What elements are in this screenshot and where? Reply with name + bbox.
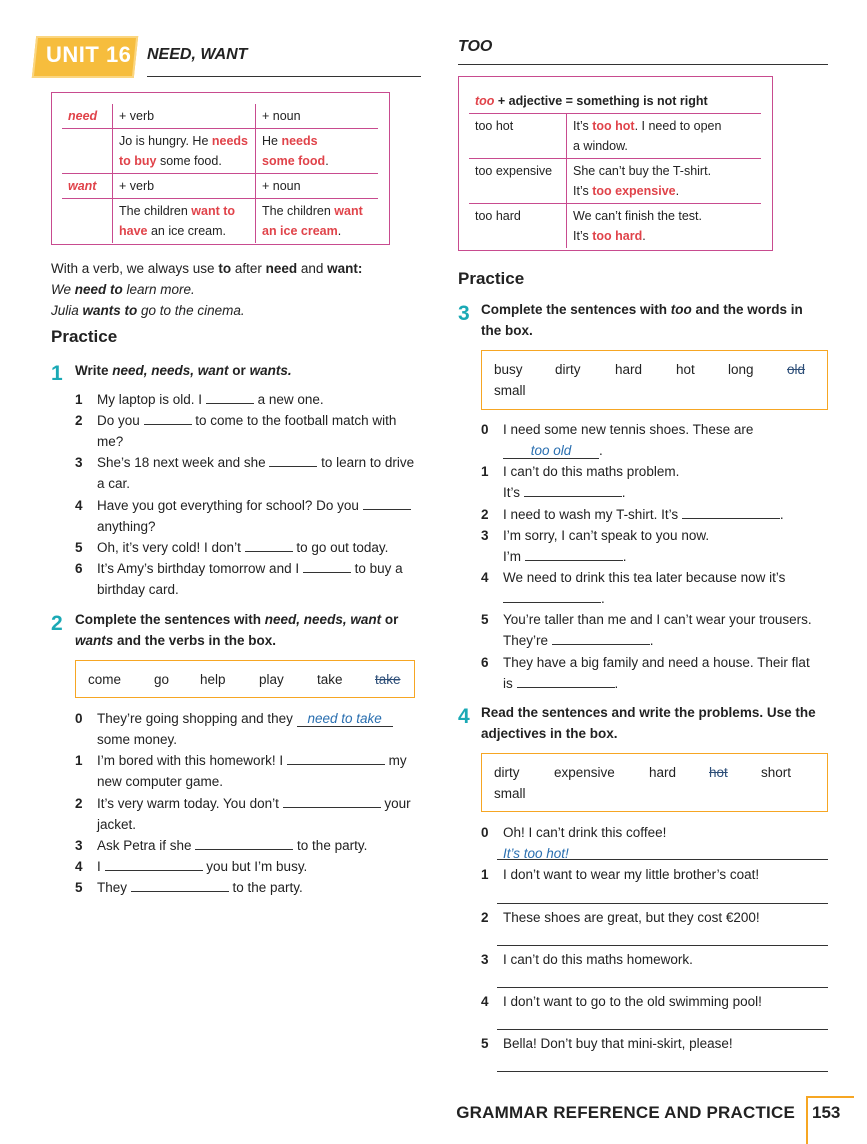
footer-label: GRAMMAR REFERENCE AND PRACTICE xyxy=(456,1103,795,1122)
list-item: 2 These shoes are great, but they cost €200! xyxy=(481,910,760,925)
col-noun: + noun xyxy=(256,104,379,129)
word: small xyxy=(494,786,526,801)
word: long xyxy=(728,362,754,377)
list-item: 1 I don’t want to wear my little brother’s coat! xyxy=(481,867,760,882)
list-item: 5 You’re taller than me and I can’t wear your trousers. They’re . xyxy=(481,612,812,648)
answer-gap[interactable] xyxy=(524,496,622,497)
unit-label: UNIT 16 xyxy=(46,42,132,67)
practice-heading: Practice xyxy=(458,269,525,288)
exercise-number: 2 xyxy=(51,612,63,635)
word: play xyxy=(259,672,284,687)
exercise-number: 4 xyxy=(458,705,470,728)
list-item: 2 Do you to come to the football match with me? xyxy=(75,413,397,449)
table-row xyxy=(62,174,378,199)
answer-gap[interactable] xyxy=(287,764,385,765)
word: take xyxy=(317,672,343,687)
list-item: 4 I don’t want to go to the old swimming pool! xyxy=(481,994,762,1009)
table-header: too + adjective = something is not right xyxy=(475,94,708,108)
list-item: 5 They to the party. xyxy=(75,880,303,895)
exercise-number: 1 xyxy=(51,362,63,385)
need-want-table xyxy=(62,104,378,243)
section-title-too: TOO xyxy=(458,38,493,55)
answer-line[interactable] xyxy=(497,859,828,860)
list-item: 3 I’m sorry, I can’t speak to you now. I’m . xyxy=(481,528,710,564)
list-item: 2 It’s very warm today. You don’t your jacket. xyxy=(75,796,411,832)
word-box xyxy=(481,350,828,410)
title-rule xyxy=(147,76,421,77)
list-item: 6 It’s Amy’s birthday tomorrow and I to buy a birthday card. xyxy=(75,561,403,597)
answer-gap[interactable] xyxy=(303,572,351,573)
exercise-number: 3 xyxy=(458,302,470,325)
word-box xyxy=(481,753,828,812)
word: come xyxy=(88,672,122,687)
word: expensive xyxy=(554,765,615,780)
answer-gap[interactable] xyxy=(105,870,203,871)
word-used: old xyxy=(787,362,806,377)
table-row: too hot It’s too hot. I need to open a window. xyxy=(469,114,761,159)
table-row xyxy=(62,129,378,174)
table-row xyxy=(62,104,378,129)
answer-line[interactable] xyxy=(497,1029,828,1030)
list-item: 6 They have a big family and need a house. Their flat is . xyxy=(481,655,810,691)
answer-gap[interactable] xyxy=(269,466,317,467)
word: dirty xyxy=(555,362,581,377)
answer-gap[interactable] xyxy=(525,560,623,561)
page-title: NEED, WANT xyxy=(147,46,248,63)
answer-gap[interactable] xyxy=(283,807,381,808)
list-item: 3 Ask Petra if she to the party. xyxy=(75,838,368,853)
title-rule xyxy=(458,64,828,65)
list-item: 0 Oh! I can’t drink this coffee! It’s too hot! xyxy=(481,825,667,861)
col-verb: + verb xyxy=(113,104,256,129)
answer-gap[interactable] xyxy=(682,518,780,519)
list-item: 5 Oh, it’s very cold! I don’t to go out today. xyxy=(75,540,389,555)
list-item: 0 I need some new tennis shoes. These are too old . xyxy=(481,422,754,458)
answer-gap[interactable] xyxy=(195,849,293,850)
grammar-note: With a verb, we always use to after need and want: We need to learn more. Julia wants to go to the cinema. xyxy=(51,261,363,318)
answer-gap[interactable] xyxy=(517,687,615,688)
answer-gap[interactable] xyxy=(552,644,650,645)
list-item: 1 I can’t do this maths problem. It’s . xyxy=(481,464,680,500)
list-item: 2 I need to wash my T-shirt. It’s . xyxy=(481,507,784,522)
example-want-noun: The children want an ice cream. xyxy=(256,199,379,244)
answer-example: It’s too hot! xyxy=(503,846,569,861)
answer-gap[interactable] xyxy=(245,551,293,552)
word-used: hot xyxy=(709,765,728,780)
answer-example: need to take xyxy=(297,711,393,727)
answer-line[interactable] xyxy=(497,987,828,988)
answer-gap[interactable] xyxy=(131,891,229,892)
list-item: 1 I’m bored with this homework! I my new computer game. xyxy=(75,753,407,789)
too-table xyxy=(469,89,761,248)
word-used: take xyxy=(375,672,401,687)
word: short xyxy=(761,765,792,780)
practice-heading: Practice xyxy=(51,327,118,346)
list-item: 1 My laptop is old. I a new one. xyxy=(75,392,324,407)
exercise-instruction: Complete the sentences with need, needs, want or wants and the verbs in the box. xyxy=(75,612,399,648)
answer-line[interactable] xyxy=(497,903,828,904)
list-item: 3 I can’t do this maths homework. xyxy=(481,952,693,967)
list-item: 0 They’re going shopping and they need to take some money. xyxy=(75,708,425,750)
word: dirty xyxy=(494,765,520,780)
answer-gap[interactable] xyxy=(206,403,254,404)
page-number: 153 xyxy=(812,1103,841,1122)
answer-example: too old xyxy=(503,443,599,459)
word-box xyxy=(75,660,415,698)
exercise-instruction: Write need, needs, want or wants. xyxy=(75,363,292,378)
answer-gap[interactable] xyxy=(503,602,601,603)
answer-line[interactable] xyxy=(497,945,828,946)
word: hard xyxy=(649,765,677,780)
row-label-want: want xyxy=(68,179,97,193)
list-item: 4 We need to drink this tea later because now it’s . xyxy=(481,570,786,606)
row-label-need: need xyxy=(68,109,98,123)
exercise-instruction: Complete the sentences with too and the words in the box. xyxy=(481,302,803,338)
list-item: 4 I you but I’m busy. xyxy=(75,859,308,874)
word: hot xyxy=(676,362,695,377)
answer-gap[interactable] xyxy=(144,424,192,425)
word: help xyxy=(200,672,226,687)
col-verb: + verb xyxy=(113,174,256,199)
answer-line[interactable] xyxy=(497,1071,828,1072)
example-need-verb: Jo is hungry. He needs to buy some food. xyxy=(113,129,256,174)
table-row xyxy=(62,199,378,244)
example-want-verb: The children want to have an ice cream. xyxy=(113,199,256,244)
word: hard xyxy=(615,362,643,377)
example-need-noun: He needs some food. xyxy=(256,129,379,174)
answer-gap[interactable] xyxy=(363,509,411,510)
exercise-instruction: Read the sentences and write the problems. Use the adjectives in the box. xyxy=(481,705,816,741)
list-item: 4 Have you got everything for school? Do you anything? xyxy=(75,495,425,537)
word: go xyxy=(154,672,170,687)
list-item: 5 Bella! Don’t buy that mini-skirt, please! xyxy=(481,1036,733,1051)
table-row: too expensive She can’t buy the T-shirt. It’s too expensive. xyxy=(469,159,761,204)
col-noun: + noun xyxy=(256,174,379,199)
list-item: 3 She’s 18 next week and she to learn to drive a car. xyxy=(75,455,415,491)
word: busy xyxy=(494,362,523,377)
table-row: too hard We can’t finish the test. It’s too hard. xyxy=(469,204,761,249)
word: small xyxy=(494,383,526,398)
